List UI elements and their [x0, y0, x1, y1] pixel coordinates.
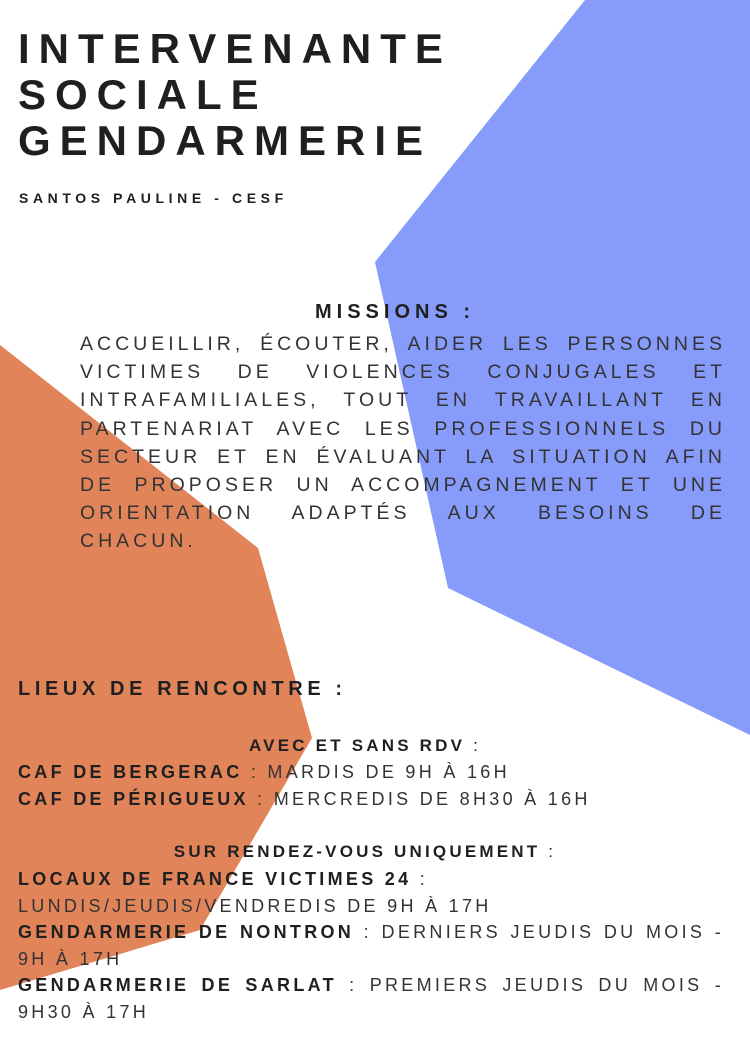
title-line-2: SOCIALE [18, 71, 268, 118]
sur-rdv-heading: SUR RENDEZ-VOUS UNIQUEMENT : [173, 842, 557, 861]
location-item: CAF DE BERGERAC : MARDIS DE 9H À 16H [18, 762, 510, 782]
location-schedule: DERNIERS JEUDIS DU MOIS - 9H À 17H [18, 922, 725, 969]
location-place: CAF DE PÉRIGUEUX [18, 789, 249, 809]
lieux-heading: LIEUX DE RENCONTRE : [18, 678, 347, 700]
page-title [18, 26, 578, 164]
location-place: CAF DE BERGERAC [18, 762, 243, 782]
location-place: GENDARMERIE DE SARLAT [18, 975, 337, 995]
sur-rdv-label: SUR RENDEZ-VOUS UNIQUEMENT [173, 842, 541, 861]
location-schedule: PREMIERS JEUDIS DU MOIS - 9H30 À 17H [18, 975, 725, 1022]
location-place: GENDARMERIE DE NONTRON [18, 922, 355, 942]
location-place: LOCAUX DE FRANCE VICTIMES 24 [18, 869, 412, 889]
avec-sans-rdv-label: AVEC ET SANS RDV [248, 736, 466, 755]
location-item: GENDARMERIE DE SARLAT : PREMIERS JEUDIS DU MOIS - 9H30 À 17H [18, 975, 725, 1022]
author-subtitle: SANTOS PAULINE - CESF [19, 190, 288, 206]
missions-heading: MISSIONS : [314, 301, 475, 323]
location-schedule: MERCREDIS DE 8H30 À 16H [273, 789, 591, 809]
title-line-3: GENDARMERIE [18, 117, 433, 164]
missions-text: ACCUEILLIR, ÉCOUTER, AIDER LES PERSONNES VICTIMES DE VIOLENCES CONJUGALES ET INTRAFAMILIALES, TOUT EN TRAVAILLANT EN PARTENARIAT AVEC LES PROFESSIONNELS DU SECTEUR ET EN ÉVALUANT LA SITUATION AFIN DE PROPOSER UN ACCOMPAGNEMENT ET UNE ORIENTATION ADAPTÉS AUX BESOINS DE CHACUN. [80, 333, 726, 553]
location-item: LOCAUX DE FRANCE VICTIMES 24 : LUNDIS/JEUDIS/VENDREDIS DE 9H À 17H [18, 869, 492, 916]
avec-sans-rdv-heading: AVEC ET SANS RDV : [248, 736, 482, 755]
location-item: CAF DE PÉRIGUEUX : MERCREDIS DE 8H30 À 16H [18, 789, 591, 809]
location-item: GENDARMERIE DE NONTRON : DERNIERS JEUDIS DU MOIS - 9H À 17H [18, 922, 725, 969]
location-schedule: MARDIS DE 9H À 16H [267, 762, 510, 782]
title-line-1: INTERVENANTE [18, 25, 452, 72]
location-schedule: LUNDIS/JEUDIS/VENDREDIS DE 9H À 17H [18, 895, 492, 916]
